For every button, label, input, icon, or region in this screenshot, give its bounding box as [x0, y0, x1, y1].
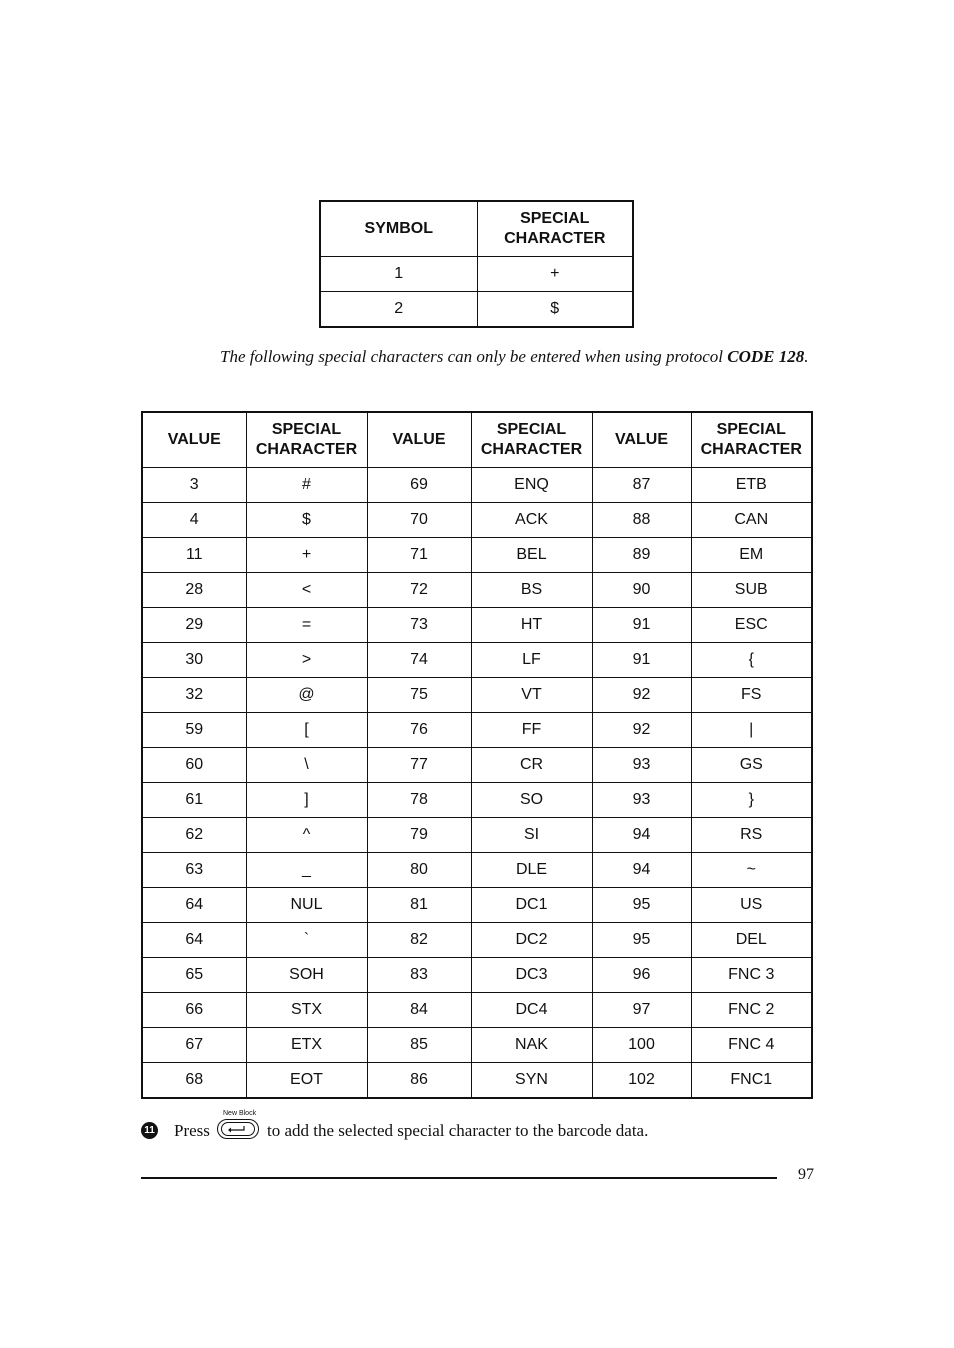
special-character-cell: SOH	[246, 958, 367, 993]
value-cell: 93	[592, 783, 691, 818]
value-cell: 68	[142, 1063, 246, 1099]
value-cell: 3	[142, 468, 246, 503]
value-cell: 60	[142, 748, 246, 783]
column-header-special-character: SPECIAL CHARACTER	[246, 412, 367, 468]
value-cell: 71	[367, 538, 471, 573]
value-cell: 64	[142, 888, 246, 923]
table-row	[142, 538, 812, 573]
step-number-badge: 11	[141, 1122, 158, 1139]
special-character-cell: HT	[471, 608, 592, 643]
special-character-cell: SUB	[691, 573, 812, 608]
column-header-special-character: SPECIAL CHARACTER	[471, 412, 592, 468]
special-character-cell: +	[477, 257, 633, 292]
symbol-cell: 2	[320, 292, 477, 328]
special-character-cell: STX	[246, 993, 367, 1028]
special-character-cell: [	[246, 713, 367, 748]
special-character-cell: ACK	[471, 503, 592, 538]
special-character-cell: EOT	[246, 1063, 367, 1099]
value-cell: 88	[592, 503, 691, 538]
value-cell: 94	[592, 818, 691, 853]
enter-arrow-icon	[221, 1122, 255, 1136]
special-character-cell: =	[246, 608, 367, 643]
page-number: 97	[798, 1166, 814, 1183]
value-cell: 76	[367, 713, 471, 748]
value-cell: 74	[367, 643, 471, 678]
value-cell: 28	[142, 573, 246, 608]
special-character-cell: VT	[471, 678, 592, 713]
special-character-cell: FS	[691, 678, 812, 713]
special-character-cell: SYN	[471, 1063, 592, 1099]
value-cell: 75	[367, 678, 471, 713]
special-character-cell: FNC 4	[691, 1028, 812, 1063]
special-character-cell: {	[691, 643, 812, 678]
table-row	[142, 608, 812, 643]
special-character-cell: DC4	[471, 993, 592, 1028]
special-character-cell: `	[246, 923, 367, 958]
value-cell: 69	[367, 468, 471, 503]
column-header-symbol: SYMBOL	[320, 201, 477, 257]
table-row	[142, 748, 812, 783]
special-character-cell: US	[691, 888, 812, 923]
value-cell: 102	[592, 1063, 691, 1099]
value-cell: 95	[592, 888, 691, 923]
value-cell: 63	[142, 853, 246, 888]
column-header-value: VALUE	[592, 412, 691, 468]
value-cell: 65	[142, 958, 246, 993]
value-cell: 100	[592, 1028, 691, 1063]
column-header-value: VALUE	[367, 412, 471, 468]
table-row	[142, 993, 812, 1028]
value-cell: 82	[367, 923, 471, 958]
special-character-cell: +	[246, 538, 367, 573]
value-cell: 89	[592, 538, 691, 573]
table-row	[142, 503, 812, 538]
value-cell: 86	[367, 1063, 471, 1099]
table-row	[142, 1028, 812, 1063]
special-character-cell: DEL	[691, 923, 812, 958]
value-cell: 61	[142, 783, 246, 818]
table-row	[142, 573, 812, 608]
special-character-cell: FNC 3	[691, 958, 812, 993]
special-character-cell: ]	[246, 783, 367, 818]
value-cell: 80	[367, 853, 471, 888]
value-cell: 95	[592, 923, 691, 958]
special-character-cell: NUL	[246, 888, 367, 923]
value-cell: 92	[592, 678, 691, 713]
step-press-text: Press	[174, 1121, 210, 1140]
column-header-value: VALUE	[142, 412, 246, 468]
special-character-cell: #	[246, 468, 367, 503]
value-cell: 91	[592, 643, 691, 678]
special-character-cell: BS	[471, 573, 592, 608]
table-row	[142, 923, 812, 958]
table-row	[142, 713, 812, 748]
value-cell: 91	[592, 608, 691, 643]
value-cell: 70	[367, 503, 471, 538]
special-character-cell: ETX	[246, 1028, 367, 1063]
special-character-cell: DC3	[471, 958, 592, 993]
table-row	[142, 888, 812, 923]
value-cell: 87	[592, 468, 691, 503]
special-character-cell: ^	[246, 818, 367, 853]
value-cell: 67	[142, 1028, 246, 1063]
special-character-cell: }	[691, 783, 812, 818]
code128-character-table	[141, 411, 813, 1099]
value-cell: 32	[142, 678, 246, 713]
step-rest-text: to add the selected special character to the barcode data.	[267, 1121, 649, 1140]
special-character-cell: DC1	[471, 888, 592, 923]
special-character-cell: FNC 2	[691, 993, 812, 1028]
table-row	[142, 958, 812, 993]
table-row	[320, 292, 633, 328]
value-cell: 97	[592, 993, 691, 1028]
symbol-table	[319, 200, 634, 328]
special-character-cell: DC2	[471, 923, 592, 958]
special-character-cell: _	[246, 853, 367, 888]
value-cell: 85	[367, 1028, 471, 1063]
special-character-cell: @	[246, 678, 367, 713]
value-cell: 96	[592, 958, 691, 993]
value-cell: 81	[367, 888, 471, 923]
special-character-cell: $	[477, 292, 633, 328]
special-character-cell: FNC1	[691, 1063, 812, 1099]
special-character-cell: CR	[471, 748, 592, 783]
special-character-cell: >	[246, 643, 367, 678]
table-row	[142, 643, 812, 678]
special-character-cell: RS	[691, 818, 812, 853]
step-instruction	[141, 1110, 821, 1150]
table-row	[142, 818, 812, 853]
value-cell: 29	[142, 608, 246, 643]
protocol-name: CODE 128	[727, 347, 805, 366]
special-character-cell: BEL	[471, 538, 592, 573]
special-character-cell: GS	[691, 748, 812, 783]
intro-text: The following special characters can only be entered when using protocol	[220, 347, 728, 366]
special-character-cell: SO	[471, 783, 592, 818]
special-character-cell: ~	[691, 853, 812, 888]
value-cell: 92	[592, 713, 691, 748]
special-character-cell: |	[691, 713, 812, 748]
value-cell: 62	[142, 818, 246, 853]
value-cell: 64	[142, 923, 246, 958]
table-row	[142, 783, 812, 818]
value-cell: 84	[367, 993, 471, 1028]
value-cell: 4	[142, 503, 246, 538]
special-character-cell: NAK	[471, 1028, 592, 1063]
table-row	[142, 678, 812, 713]
value-cell: 94	[592, 853, 691, 888]
special-character-cell: CAN	[691, 503, 812, 538]
value-cell: 83	[367, 958, 471, 993]
column-header-special-character: SPECIAL CHARACTER	[477, 201, 633, 257]
value-cell: 79	[367, 818, 471, 853]
table-row	[142, 468, 812, 503]
special-character-cell: ESC	[691, 608, 812, 643]
value-cell: 72	[367, 573, 471, 608]
value-cell: 93	[592, 748, 691, 783]
table-row	[142, 1063, 812, 1099]
value-cell: 78	[367, 783, 471, 818]
value-cell: 66	[142, 993, 246, 1028]
value-cell: 73	[367, 608, 471, 643]
special-character-cell: FF	[471, 713, 592, 748]
value-cell: 11	[142, 538, 246, 573]
column-header-special-character: SPECIAL CHARACTER	[691, 412, 812, 468]
symbol-cell: 1	[320, 257, 477, 292]
special-character-cell: ENQ	[471, 468, 592, 503]
special-character-cell: SI	[471, 818, 592, 853]
value-cell: 90	[592, 573, 691, 608]
new-block-key	[217, 1119, 259, 1139]
special-character-cell: LF	[471, 643, 592, 678]
special-character-cell: EM	[691, 538, 812, 573]
intro-end: .	[804, 347, 809, 366]
value-cell: 59	[142, 713, 246, 748]
special-character-cell: ETB	[691, 468, 812, 503]
value-cell: 77	[367, 748, 471, 783]
special-character-cell: \	[246, 748, 367, 783]
table-row	[142, 853, 812, 888]
special-character-cell: DLE	[471, 853, 592, 888]
special-character-cell: <	[246, 573, 367, 608]
table-row	[320, 257, 633, 292]
intro-paragraph	[220, 346, 813, 367]
value-cell: 30	[142, 643, 246, 678]
footer-rule	[141, 1177, 777, 1179]
special-character-cell: $	[246, 503, 367, 538]
new-block-key-caption: New Block	[223, 1110, 257, 1117]
